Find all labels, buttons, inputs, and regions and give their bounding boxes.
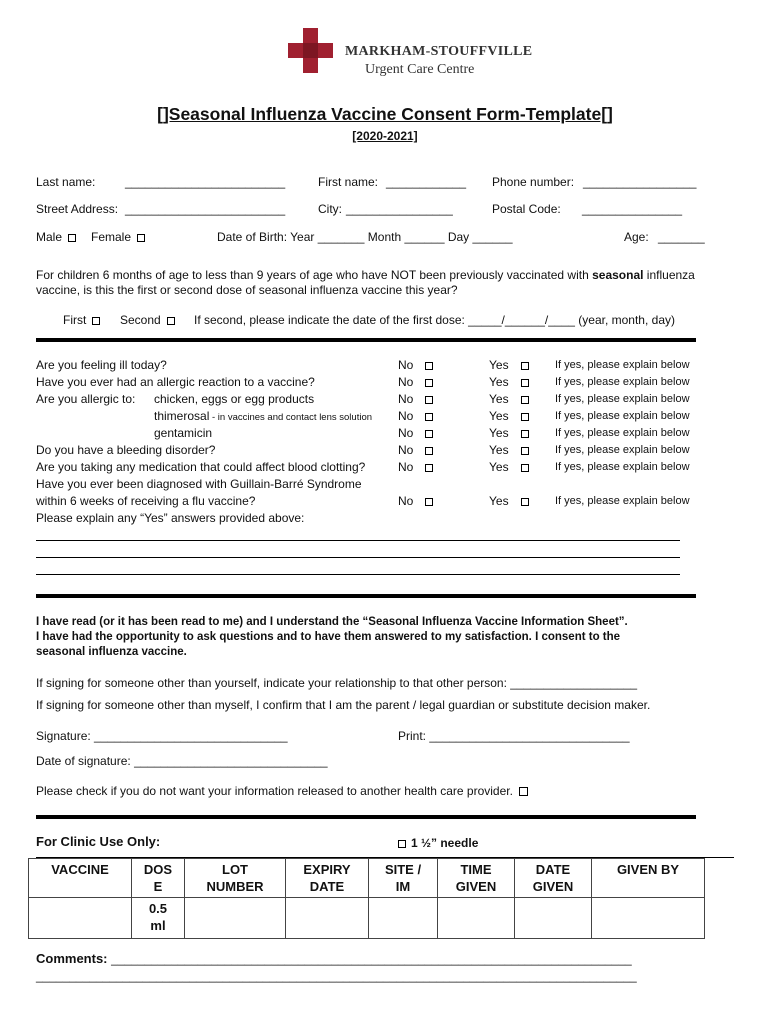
cell-date[interactable] <box>515 898 592 939</box>
yes-option[interactable] <box>489 443 529 457</box>
no-checkbox[interactable] <box>425 447 433 455</box>
no-option[interactable] <box>398 375 433 389</box>
cell-time[interactable] <box>438 898 515 939</box>
children-question-end: influenza <box>643 268 695 282</box>
signature-field[interactable]: _____________________________ <box>94 729 288 743</box>
explain-hint: If yes, please explain below <box>555 427 690 439</box>
brand-name: MARKHAM-STOUFFVILLE <box>345 44 533 59</box>
yes-option[interactable] <box>489 392 529 406</box>
yes-option[interactable] <box>489 409 529 423</box>
street-label: Street Address: <box>36 202 119 216</box>
yes-checkbox[interactable] <box>521 396 529 404</box>
yes-label: Yes <box>489 392 509 406</box>
explain-hint: If yes, please explain below <box>555 359 690 371</box>
male-checkbox[interactable] <box>68 234 76 242</box>
allergen-gentamicin: gentamicin <box>154 426 213 440</box>
yes-checkbox[interactable] <box>521 413 529 421</box>
no-label: No <box>398 409 414 423</box>
yes-checkbox[interactable] <box>521 447 529 455</box>
cell-lot[interactable] <box>185 898 286 939</box>
cell-site[interactable] <box>369 898 438 939</box>
relationship-label: If signing for someone other than yourself, indicate your relationship to that other person: <box>36 676 511 690</box>
no-label: No <box>398 375 414 389</box>
header-expiry <box>286 859 369 898</box>
question-ill: Are you feeling ill today? <box>36 358 167 372</box>
question-bleeding: Do you have a bleeding disorder? <box>36 443 216 457</box>
question-allergic-to: Are you allergic to: <box>36 392 136 406</box>
yes-option[interactable] <box>489 375 529 389</box>
clinic-table-row <box>29 898 705 939</box>
dob-field[interactable]: Date of Birth: Year _______ Month ______ Day ______ <box>217 230 513 244</box>
logo-cross-left <box>288 43 303 58</box>
guardian-statement: If signing for someone other than myself, I confirm that I am the parent / legal guardian or substitute decision maker. <box>36 698 651 712</box>
explain-hint: If yes, please explain below <box>555 444 690 456</box>
allergen-eggs: chicken, eggs or egg products <box>154 392 315 406</box>
no-option[interactable] <box>398 392 433 406</box>
explain-line[interactable] <box>36 540 680 541</box>
header-given-by <box>592 859 705 898</box>
children-question-text: For children 6 months of age to less than 9 years of age who have NOT been previously vaccinated with <box>36 268 593 282</box>
needle-label: 1 ½” needle <box>411 836 479 850</box>
signature-date-line <box>36 754 328 768</box>
dose-value: 0.5 ml <box>148 901 168 933</box>
no-checkbox[interactable] <box>425 464 433 472</box>
header-time-label: TIME GIVEN <box>455 862 497 894</box>
release-label: Please check if you do not want your information released to another health care provider. <box>36 784 513 798</box>
children-question-line2: vaccine, is this the first or second dose of seasonal influenza vaccine this year? <box>36 283 458 297</box>
phone-field[interactable]: _________________ <box>583 175 697 189</box>
brand-subtitle: Urgent Care Centre <box>365 62 475 77</box>
yes-label: Yes <box>489 409 509 423</box>
page-title: []Seasonal Influenza Vaccine Consent Form-Template[] <box>157 104 613 124</box>
female-label: Female <box>91 230 132 244</box>
first-dose-checkbox[interactable] <box>92 317 100 325</box>
no-checkbox[interactable] <box>425 498 433 506</box>
cell-given-by[interactable] <box>592 898 705 939</box>
no-label: No <box>398 443 414 457</box>
children-question <box>36 268 695 282</box>
header-dose-label: DOS E <box>143 862 173 894</box>
header-vaccine-label: VACCINE <box>51 862 109 877</box>
cell-dose <box>132 898 185 939</box>
comments-line <box>36 951 632 966</box>
logo-cross-right <box>318 43 333 58</box>
header-vaccine <box>29 859 132 898</box>
signature-date-field[interactable]: _____________________________ <box>134 754 328 768</box>
yes-option[interactable] <box>489 358 529 372</box>
yes-checkbox[interactable] <box>521 430 529 438</box>
print-line <box>398 729 630 743</box>
yes-option[interactable] <box>489 494 529 508</box>
last-name-field[interactable]: ________________________ <box>125 175 286 189</box>
second-dose-option[interactable] <box>120 313 175 327</box>
no-label: No <box>398 358 414 372</box>
explain-hint: If yes, please explain below <box>555 495 690 507</box>
second-dose-checkbox[interactable] <box>167 317 175 325</box>
yes-checkbox[interactable] <box>521 362 529 370</box>
release-option[interactable] <box>36 784 528 798</box>
first-name-field[interactable]: ____________ <box>386 175 467 189</box>
yes-label: Yes <box>489 460 509 474</box>
no-option[interactable] <box>398 494 433 508</box>
header-site <box>369 859 438 898</box>
header-expiry-label: EXPIRY DATE <box>303 862 351 894</box>
needle-checkbox[interactable] <box>398 840 406 848</box>
section-divider <box>36 815 696 819</box>
yes-label: Yes <box>489 358 509 372</box>
no-checkbox[interactable] <box>425 379 433 387</box>
consent-statement-line2: I have had the opportunity to ask questions and to have them answered to my satisfaction. I consent to the <box>36 631 621 643</box>
no-label: No <box>398 426 414 440</box>
signature-date-label: Date of signature: <box>36 754 135 768</box>
logo-cross-bottom <box>303 58 318 73</box>
explain-hint: If yes, please explain below <box>555 393 690 405</box>
city-field[interactable]: ________________ <box>346 202 453 216</box>
explain-line[interactable] <box>36 574 680 575</box>
male-label: Male <box>36 230 63 244</box>
first-dose-label: First <box>63 313 87 327</box>
clinic-table <box>28 858 705 939</box>
yes-checkbox[interactable] <box>521 379 529 387</box>
relationship-line <box>36 676 637 690</box>
no-option[interactable] <box>398 409 433 423</box>
header-date-label: DATE GIVEN <box>532 862 574 894</box>
clinic-table-header <box>29 859 705 898</box>
first-dose-option[interactable] <box>63 313 100 327</box>
yes-label: Yes <box>489 443 509 457</box>
signature-label: Signature: <box>36 729 95 743</box>
question-allergic-reaction: Have you ever had an allergic reaction to a vaccine? <box>36 375 315 389</box>
no-checkbox[interactable] <box>425 396 433 404</box>
explain-hint: If yes, please explain below <box>555 376 690 388</box>
no-label: No <box>398 392 414 406</box>
city-label: City: <box>318 202 342 216</box>
postal-field[interactable]: _______________ <box>582 202 683 216</box>
first-dose-date-field[interactable]: If second, please indicate the date of the first dose: _____/______/____ (year, month, day) <box>194 313 675 327</box>
allergen-thimerosal-label: thimerosal <box>154 409 210 423</box>
comments-field-line2[interactable]: __________________________________________________________________________________________ <box>36 969 637 983</box>
print-field[interactable]: ______________________________ <box>429 729 630 743</box>
no-label: No <box>398 494 414 508</box>
section-divider <box>36 338 696 342</box>
no-label: No <box>398 460 414 474</box>
yes-label: Yes <box>489 375 509 389</box>
comments-label: Comments: <box>36 951 108 966</box>
consent-statement-line3: seasonal influenza vaccine. <box>36 646 187 658</box>
female-checkbox[interactable] <box>137 234 145 242</box>
clinic-heading: For Clinic Use Only: <box>36 834 161 849</box>
explain-hint: If yes, please explain below <box>555 410 690 422</box>
allergen-thimerosal-note: - in vaccines and contact lens solution <box>209 412 373 423</box>
release-checkbox[interactable] <box>519 787 528 796</box>
header-time <box>438 859 515 898</box>
second-dose-label: Second <box>120 313 161 327</box>
print-label: Print: <box>398 729 430 743</box>
section-divider <box>36 594 696 598</box>
question-guillain-barre: Have you ever been diagnosed with Guillain-Barré Syndrome <box>36 477 362 491</box>
phone-label: Phone number: <box>492 175 575 189</box>
yes-option[interactable] <box>489 460 529 474</box>
season-label: [2020-2021] <box>352 129 418 143</box>
header-given-by-label: GIVEN BY <box>616 862 680 877</box>
yes-option[interactable] <box>489 426 529 440</box>
logo-cross-center <box>303 43 318 58</box>
no-option[interactable] <box>398 426 433 440</box>
yes-checkbox[interactable] <box>521 464 529 472</box>
allergen-thimerosal <box>154 409 372 423</box>
postal-label: Postal Code: <box>492 202 561 216</box>
yes-checkbox[interactable] <box>521 498 529 506</box>
comments-field[interactable]: ______________________________________________________________________________ <box>111 952 632 966</box>
last-name-label: Last name: <box>36 175 96 189</box>
age-field[interactable]: _______ <box>658 230 705 244</box>
age-label: Age: <box>624 230 649 244</box>
explain-line[interactable] <box>36 557 680 558</box>
no-checkbox[interactable] <box>425 413 433 421</box>
signature-line <box>36 729 288 743</box>
cell-vaccine[interactable] <box>29 898 132 939</box>
header-dose <box>132 859 185 898</box>
no-option[interactable] <box>398 460 433 474</box>
street-field[interactable]: ________________________ <box>125 202 286 216</box>
male-option[interactable] <box>36 230 76 244</box>
question-medication: Are you taking any medication that could affect blood clotting? <box>36 460 366 474</box>
header-lot-label: LOT NUMBER <box>206 862 264 894</box>
header-date <box>515 859 592 898</box>
children-question-emphasis: seasonal <box>592 268 644 282</box>
question-guillain-barre-line2: within 6 weeks of receiving a flu vaccine? <box>36 494 256 508</box>
explain-hint: If yes, please explain below <box>555 461 690 473</box>
explain-prompt: Please explain any “Yes” answers provided above: <box>36 511 305 525</box>
yes-label: Yes <box>489 426 509 440</box>
relationship-field[interactable]: ___________________ <box>510 676 638 690</box>
no-checkbox[interactable] <box>425 430 433 438</box>
logo-cross-top <box>303 28 318 43</box>
consent-statement-line1: I have read (or it has been read to me) and I understand the “Seasonal Influenza Vaccine Information Sheet”. <box>36 616 628 628</box>
cell-expiry[interactable] <box>286 898 369 939</box>
no-option[interactable] <box>398 443 433 457</box>
yes-label: Yes <box>489 494 509 508</box>
first-name-label: First name: <box>318 175 379 189</box>
no-option[interactable] <box>398 358 433 372</box>
needle-option[interactable] <box>398 836 478 850</box>
no-checkbox[interactable] <box>425 362 433 370</box>
header-site-label: SITE / IM <box>384 862 422 894</box>
female-option[interactable] <box>91 230 145 244</box>
header-lot <box>185 859 286 898</box>
